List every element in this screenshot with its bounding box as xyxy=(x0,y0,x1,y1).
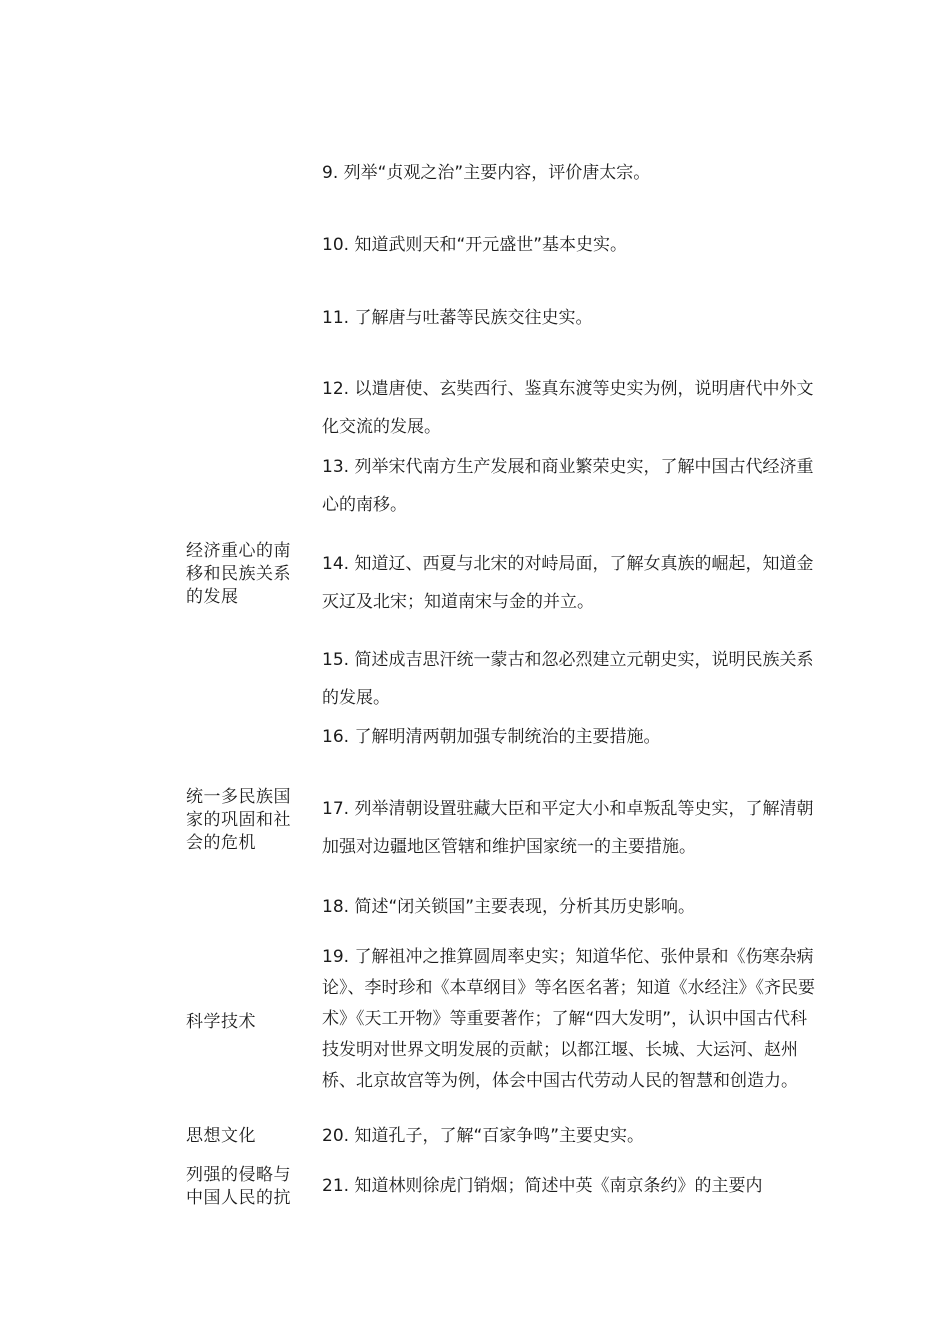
standard-item-12: 12. 以遣唐使、玄奘西行、鉴真东渡等史实为例，说明唐代中外文化交流的发展。 xyxy=(322,379,814,437)
topic-foreign-aggression: 列强的侵略与中国人民的抗 xyxy=(186,1165,291,1208)
standard-item-16: 16. 了解明清两朝加强专制统治的主要措施。 xyxy=(322,727,661,747)
topic-thought-culture: 思想文化 xyxy=(186,1126,256,1146)
topic-unified-nation: 统一多民族国家的巩固和社会的危机 xyxy=(186,787,291,853)
standard-item-9: 9. 列举“贞观之治”主要内容，评价唐太宗。 xyxy=(322,163,651,183)
standard-item-19: 19. 了解祖冲之推算圆周率史实；知道华佗、张仲景和《伤寒杂病论》、李时珍和《本草纲目》等名医名著；知道《水经注》《齐民要术》《天工开物》等重要著作；了解“四大发明”，认识中国古代科技发明对世界文明发展的贡献；以都江堰、长城、大运河、赵州桥、北京故宫等为例，体会中国古代劳动人民的智慧和创造力。 xyxy=(322,947,815,1091)
standard-item-18: 18. 简述“闭关锁国”主要表现，分析其历史影响。 xyxy=(322,897,696,917)
standard-item-17: 17. 列举清朝设置驻藏大臣和平定大小和卓叛乱等史实，了解清朝加强对边疆地区管辖和维护国家统一的主要措施。 xyxy=(322,799,814,857)
standard-item-10: 10. 知道武则天和“开元盛世”基本史实。 xyxy=(322,235,628,255)
topic-science-technology: 科学技术 xyxy=(186,1012,256,1032)
standard-item-21: 21. 知道林则徐虎门销烟；简述中英《南京条约》的主要内 xyxy=(322,1176,763,1196)
standard-item-15: 15. 简述成吉思汗统一蒙古和忽必烈建立元朝史实，说明民族关系的发展。 xyxy=(322,650,814,708)
standard-item-11: 11. 了解唐与吐蕃等民族交往史实。 xyxy=(322,308,593,328)
topic-economic-center: 经济重心的南移和民族关系的发展 xyxy=(186,541,291,607)
standard-item-13: 13. 列举宋代南方生产发展和商业繁荣史实，了解中国古代经济重心的南移。 xyxy=(322,457,814,515)
standard-item-20: 20. 知道孔子，了解“百家争鸣”主要史实。 xyxy=(322,1126,645,1146)
standard-item-14: 14. 知道辽、西夏与北宋的对峙局面，了解女真族的崛起，知道金灭辽及北宋；知道南宋与金的并立。 xyxy=(322,554,814,612)
